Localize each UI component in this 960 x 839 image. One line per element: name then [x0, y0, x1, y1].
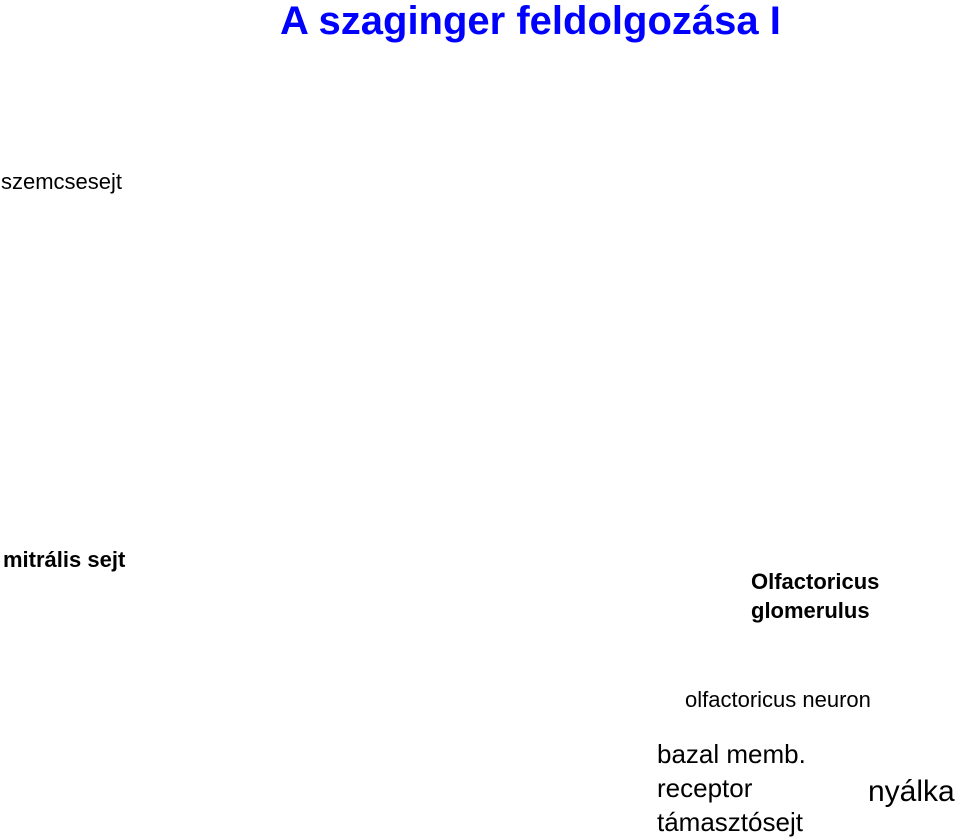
- label-olfactory-neuron: olfactoricus neuron: [685, 687, 871, 712]
- label-supporting-cell: támasztósejt: [657, 807, 803, 837]
- page-title: A szaginger feldolgozása I: [280, 0, 781, 43]
- label-receptor: receptor: [657, 773, 753, 803]
- label-glomerulus-line2: glomerulus: [751, 598, 870, 623]
- label-mitral-cell: mitrális sejt: [3, 547, 126, 572]
- label-basal-membrane: bazal memb.: [657, 739, 806, 769]
- label-glomerulus-line1: Olfactoricus: [751, 569, 880, 594]
- label-mucus: nyálka: [868, 775, 955, 808]
- label-granule-cell: szemcsesejt: [1, 169, 123, 194]
